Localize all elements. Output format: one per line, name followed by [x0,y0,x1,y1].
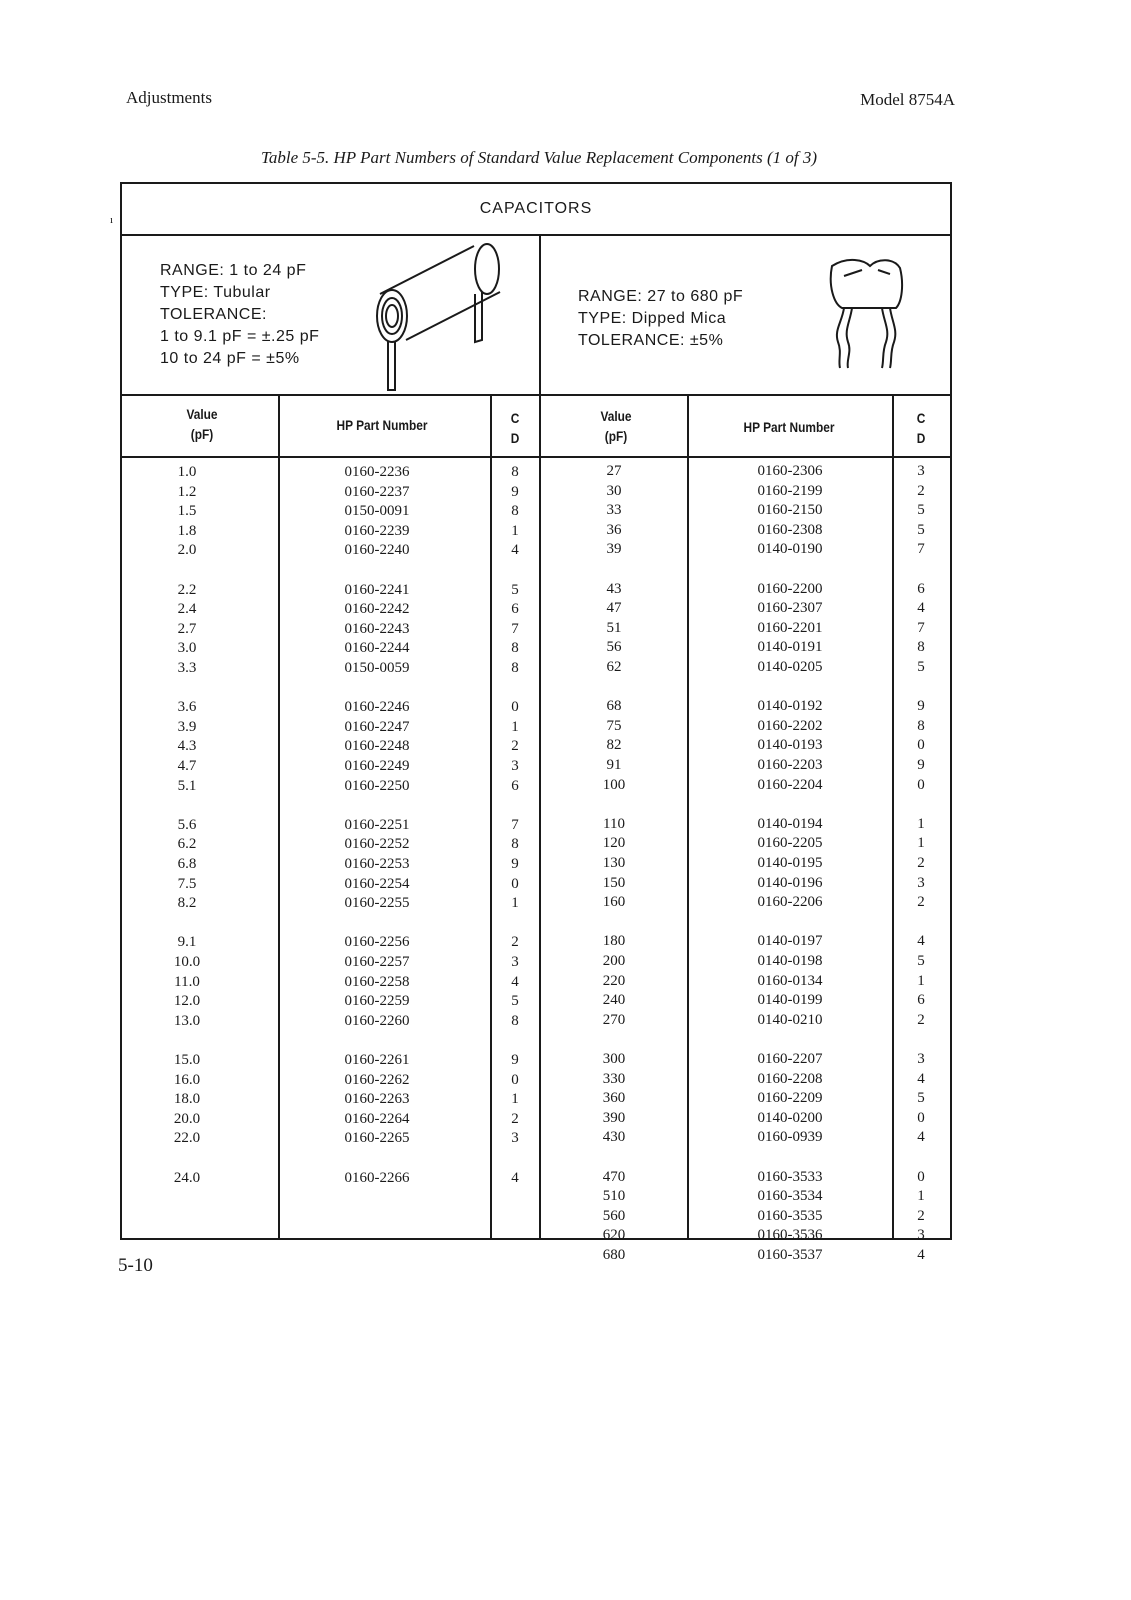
right-value-cell: 390 [602,1109,626,1126]
spec-divider [539,234,541,394]
left-value-cell: 3.6 [177,699,197,716]
left-value-cell: 4.3 [177,738,197,755]
right-part-number-cell: 0160-2307 [757,600,823,617]
left-part-number-cell: 0160-2263 [344,1091,410,1108]
left-value-cell: 16.0 [173,1071,201,1088]
left-value-cell: 24.0 [173,1169,201,1186]
right-value-cell: 91 [606,757,622,773]
left-cd-cell: 1 [511,1091,519,1108]
left-part-number-cell: 0150-0091 [344,503,410,520]
left-value-cell: 2.7 [177,620,197,637]
right-cd-cell: 9 [917,698,925,715]
dipped-mica-spec [578,286,743,352]
right-cd-cell: 1 [917,1188,925,1205]
right-cd-cell: 5 [917,521,925,538]
spec-bottom-divider [122,394,950,396]
running-header-right: Model 8754A [860,90,955,109]
left-value-cell: 7.5 [177,875,197,892]
right-part-number-cell: 0160-2308 [757,521,823,538]
right-cd-cell: 7 [917,541,925,558]
right-part-number-cell: 0160-2209 [757,1090,823,1107]
right-cd-cell: 6 [917,580,925,597]
left-value-cell: 11.0 [174,973,200,990]
left-part-number-cell: 0160-2251 [344,816,410,833]
col-divider-2 [490,394,492,1238]
tubular-type: TYPE: Tubular [160,284,271,301]
right-part-number-cell: 0140-0199 [757,992,823,1009]
right-value-cell: 33 [606,502,622,519]
left-part-number-cell: 0160-2236 [344,464,410,480]
header-bottom-divider [122,456,950,458]
right-value-cell: 680 [602,1247,626,1263]
right-part-number-cell: 0160-2306 [757,463,823,479]
left-cd-cell: 3 [511,758,519,774]
left-value-cell: 3.0 [177,640,197,657]
left-part-number-cell: 0160-2250 [344,777,410,794]
left-part-number-cell: 0160-2259 [344,993,410,1010]
left-part-number-cell: 0160-2239 [344,522,410,539]
left-cd-cell: 2 [511,738,519,755]
right-part-number-cell: 0140-0194 [757,815,823,832]
right-cd-cell: 3 [917,1227,925,1244]
left-value-cell: 2.2 [177,581,197,598]
right-value-cell: 360 [602,1090,626,1107]
header-value-right: Value (pF) [600,408,632,444]
left-part-number-cell: 0160-2266 [344,1169,410,1186]
left-part-number-cell: 0160-2242 [344,601,410,618]
left-cd-cell: 4 [511,542,519,559]
col-divider-4 [687,394,689,1238]
right-value-cell: 470 [602,1168,626,1185]
right-part-number-cell: 0140-0210 [757,1011,823,1028]
left-part-number-cell: 0150-0059 [344,660,410,676]
right-cd-cell: 0 [917,776,925,793]
left-cd-cell: 8 [511,660,519,676]
right-part-number-cell: 0160-2205 [757,835,823,852]
right-value-cell: 200 [602,953,626,969]
right-value-cell: 68 [606,698,622,715]
right-cd-cell: 5 [917,1090,925,1107]
right-value-cell: 560 [602,1207,626,1224]
left-part-number-cell: 0160-2241 [344,581,410,598]
right-cd-cell: 1 [917,972,925,989]
right-part-number-cell: 0160-3536 [757,1227,823,1244]
right-cd-cell: 4 [917,600,925,617]
left-value-cell: 1.0 [177,464,197,480]
right-part-number-cell: 0160-0134 [757,972,823,989]
right-cd-cell: 2 [917,1207,925,1224]
right-value-cell: 62 [606,659,622,675]
right-part-number-cell: 0160-0939 [757,1129,823,1146]
right-cd-cell: 2 [917,1011,925,1028]
left-part-number-cell: 0160-2240 [344,542,410,559]
header-part-right: HP Part Number [743,419,835,435]
left-cd-cell: 5 [511,581,519,598]
left-cd-cell: 2 [511,1110,519,1127]
right-cd-cell: 9 [917,757,925,773]
capacitor-table [120,182,952,1263]
left-value-cell: 1.2 [177,483,197,500]
left-cd-cell: 6 [511,777,519,794]
left-cd-cell: 3 [511,954,519,970]
left-cd-cell: 9 [511,856,519,872]
header-part-left: HP Part Number [336,417,428,433]
left-part-number-cell: 0160-2246 [344,699,410,716]
right-cd-cell: 4 [917,1129,925,1146]
left-part-number-cell: 0160-2260 [344,1012,410,1029]
right-value-cell: 270 [602,1011,626,1028]
left-value-cell: 4.7 [177,758,197,774]
right-part-number-cell: 0160-2206 [757,894,823,911]
left-part-number-cell: 0160-2262 [344,1071,410,1088]
left-value-cell: 1.5 [177,503,197,520]
right-value-cell: 510 [602,1188,626,1205]
col-divider-3 [539,394,541,1238]
left-cd-cell: 8 [511,503,519,520]
left-value-cell: 8.2 [177,895,197,912]
left-cd-cell: 8 [511,640,519,657]
right-value-cell: 430 [602,1129,626,1146]
left-value-cell: 5.1 [177,777,197,794]
left-value-cell: 12.0 [173,993,201,1010]
right-part-number-cell: 0160-3537 [757,1247,823,1263]
left-cd-cell: 9 [511,483,519,500]
right-part-number-cell: 0140-0190 [757,541,823,558]
left-cd-cell: 2 [511,934,519,951]
right-part-number-cell: 0140-0192 [757,698,823,715]
left-value-cell: 3.9 [177,718,197,735]
left-value-cell: 15.0 [173,1052,201,1068]
right-value-cell: 51 [606,619,622,636]
right-value-cell: 27 [606,463,622,479]
right-cd-cell: 2 [917,482,925,499]
left-value-cell: 3.3 [177,660,197,676]
mica-range: RANGE: 27 to 680 pF [578,288,744,305]
left-part-number-cell: 0160-2248 [344,738,410,755]
left-value-cell: 22.0 [173,1130,201,1147]
right-value-cell: 220 [602,972,626,989]
left-cd-cell: 3 [511,1130,519,1147]
right-cd-cell: 5 [917,659,925,675]
mica-type: TYPE: Dipped Mica [578,310,727,327]
right-cd-cell: 5 [917,953,925,969]
left-part-number-cell: 0160-2254 [344,875,410,892]
left-part-number-cell: 0160-2243 [344,620,410,637]
left-part-number-cell: 0160-2261 [344,1052,410,1068]
left-part-number-cell: 0160-2237 [344,483,410,500]
left-part-number-cell: 0160-2264 [344,1110,410,1127]
margin-mark: ı [110,214,114,226]
left-part-number-cell: 0160-2244 [344,640,410,657]
right-value-cell: 110 [603,815,625,832]
table-caption: Table 5-5. HP Part Numbers of Standard Value Replacement Components (1 of 3) [260,148,818,167]
right-part-number-cell: 0160-3535 [757,1207,823,1224]
table-title: CAPACITORS [479,200,593,217]
left-cd-cell: 4 [511,1169,519,1186]
right-part-number-cell: 0160-2204 [757,776,823,793]
left-part-number-cell: 0160-2265 [344,1130,410,1147]
left-value-cell: 5.6 [177,816,197,833]
right-part-number-cell: 0140-0198 [757,953,823,969]
tubular-tolerance-high: 10 to 24 pF = ±5% [160,350,300,367]
right-part-number-cell: 0160-2203 [757,757,823,773]
left-cd-cell: 7 [511,620,519,637]
left-cd-cell: 8 [511,464,519,480]
right-value-cell: 56 [606,639,622,656]
left-cd-cell: 7 [511,816,519,833]
right-cd-cell: 3 [917,874,925,891]
right-part-number-cell: 0140-0196 [757,874,823,891]
right-value-cell: 180 [602,933,626,950]
right-value-cell: 30 [606,482,622,499]
right-value-cell: 300 [602,1051,626,1067]
right-part-number-cell: 0140-0205 [757,659,823,675]
header-cd-left: C D [510,410,520,446]
right-value-cell: 39 [606,541,622,558]
left-value-cell: 2.0 [177,542,197,559]
right-part-number-cell: 0160-2201 [757,619,823,636]
left-value-cell: 2.4 [177,601,197,618]
right-part-number-cell: 0160-3533 [757,1168,823,1185]
right-part-number-cell: 0140-0197 [757,933,823,950]
left-cd-cell: 1 [511,718,519,735]
right-value-cell: 330 [602,1070,626,1087]
right-part-number-cell: 0140-0193 [757,737,823,754]
right-value-cell: 36 [606,521,622,538]
title-divider [122,234,950,236]
left-value-cell: 20.0 [173,1110,201,1127]
left-cd-cell: 0 [511,1071,519,1088]
right-value-cell: 43 [606,580,622,597]
right-cd-cell: 4 [917,1247,925,1263]
left-part-number-cell: 0160-2256 [344,934,410,951]
right-cd-cell: 8 [917,639,925,656]
tubular-spec [160,260,319,370]
right-value-cell: 130 [602,855,626,871]
left-cd-cell: 9 [511,1052,519,1068]
right-part-number-cell: 0140-0200 [757,1109,823,1126]
left-cd-cell: 8 [511,1012,519,1029]
left-value-cell: 9.1 [177,934,197,951]
right-cd-cell: 6 [917,992,925,1009]
right-part-number-cell: 0160-2200 [757,580,823,597]
left-cd-cell: 1 [511,895,519,912]
dipped-mica-capacitor-icon [818,256,910,374]
right-value-cell: 160 [602,894,626,911]
left-value-cell: 10.0 [173,954,201,970]
tubular-range: RANGE: 1 to 24 pF [160,262,307,279]
left-part-number-cell: 0160-2257 [344,954,410,970]
left-cd-cell: 1 [511,522,519,539]
left-value-cell: 18.0 [173,1091,201,1108]
right-cd-cell: 4 [917,933,925,950]
page-number: 5-10 [118,1255,153,1276]
right-part-number-cell: 0160-2207 [757,1051,823,1067]
right-part-number-cell: 0140-0195 [757,855,823,871]
left-cd-cell: 0 [511,875,519,892]
running-header-left: Adjustments [126,88,212,107]
right-part-number-cell: 0160-3534 [757,1188,823,1205]
right-value-cell: 75 [606,717,622,734]
left-part-number-cell: 0160-2258 [344,973,410,990]
left-part-number-cell: 0160-2247 [344,718,410,735]
right-cd-cell: 7 [917,619,925,636]
right-part-number-cell: 0160-2202 [757,717,823,734]
left-part-number-cell: 0160-2253 [344,856,410,872]
right-cd-cell: 3 [917,463,925,479]
tubular-tolerance-low: 1 to 9.1 pF = ±.25 pF [160,328,320,345]
tubular-tolerance-label: TOLERANCE: [160,306,267,323]
right-cd-cell: 1 [917,835,925,852]
header-cd-right: C D [916,410,926,446]
right-value-cell: 240 [602,992,626,1009]
left-part-number-cell: 0160-2249 [344,758,410,774]
left-value-cell: 13.0 [173,1012,201,1029]
right-value-cell: 120 [602,835,626,852]
left-value-cell: 1.8 [177,522,197,539]
right-cd-cell: 0 [917,1109,925,1126]
right-cd-cell: 2 [917,855,925,871]
left-cd-cell: 4 [511,973,519,990]
left-part-number-cell: 0160-2255 [344,895,410,912]
right-part-number-cell: 0160-2150 [757,502,823,519]
col-divider-5 [892,394,894,1238]
right-value-cell: 82 [606,737,622,754]
right-value-cell: 100 [602,776,626,793]
right-cd-cell: 1 [917,815,925,832]
col-divider-1 [278,394,280,1238]
right-cd-cell: 5 [917,502,925,519]
left-cd-cell: 0 [511,699,519,716]
left-cd-cell: 6 [511,601,519,618]
right-cd-cell: 0 [917,1168,925,1185]
right-part-number-cell: 0160-2208 [757,1070,823,1087]
right-cd-cell: 2 [917,894,925,911]
left-value-cell: 6.8 [177,856,197,872]
right-part-number-cell: 0160-2199 [757,482,823,499]
left-value-cell: 6.2 [177,836,197,853]
left-part-number-cell: 0160-2252 [344,836,410,853]
right-cd-cell: 0 [917,737,925,754]
right-value-cell: 150 [602,874,626,891]
right-value-cell: 47 [606,600,622,617]
right-cd-cell: 4 [917,1070,925,1087]
header-value-left: Value (pF) [186,406,218,442]
right-cd-cell: 3 [917,1051,925,1067]
right-part-number-cell: 0140-0191 [757,639,823,656]
right-value-cell: 620 [602,1227,626,1244]
tubular-capacitor-icon [362,242,522,392]
left-cd-cell: 8 [511,836,519,853]
mica-tolerance: TOLERANCE: ±5% [578,332,724,349]
right-cd-cell: 8 [917,717,925,734]
left-cd-cell: 5 [511,993,519,1010]
